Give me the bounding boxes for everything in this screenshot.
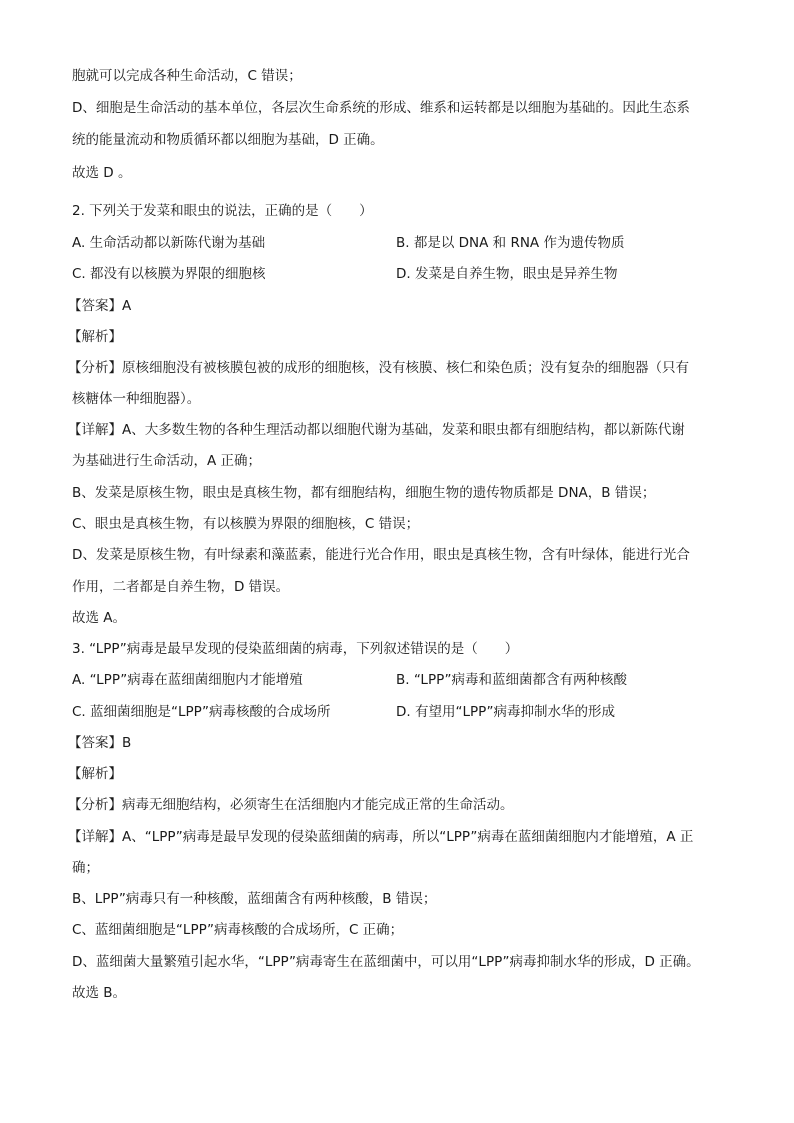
q2-xiangjie-line-1: 【详解】A、大多数生物的各种生理活动都以细胞代谢为基础，发菜和眼虫都有细胞结构，都以新陈代谢	[68, 422, 685, 438]
q2-option-a: A. 生命活动都以新陈代谢为基础	[72, 235, 266, 251]
prev-option-d-line-1: D、细胞是生命活动的基本单位，各层次生命系统的形成、维系和运转都是以细胞为基础的。因此生态系	[72, 100, 690, 116]
prev-option-d-line-2: 统的能量流动和物质循环都以细胞为基础，D 正确。	[72, 132, 384, 148]
q3-option-c: C. 蓝细菌细胞是“LPP”病毒核酸的合成场所	[72, 704, 331, 720]
q2-stem: 2. 下列关于发菜和眼虫的说法，正确的是（ ）	[72, 203, 373, 219]
q3-fenxi: 【分析】病毒无细胞结构，必须寄生在活细胞内才能完成正常的生命活动。	[68, 797, 514, 813]
q2-option-c-explanation: C、眼虫是真核生物，有以核膜为界限的细胞核，C 错误；	[72, 516, 420, 532]
q3-option-c-explanation: C、蓝细菌细胞是“LPP”病毒核酸的合成场所，C 正确；	[72, 922, 404, 938]
q2-option-d-explanation-2: 作用，二者都是自养生物，D 错误。	[72, 579, 290, 595]
q3-conclusion: 故选 B。	[72, 985, 127, 1001]
q2-option-d: D. 发菜是自养生物，眼虫是异养生物	[396, 266, 618, 282]
q3-option-a: A. “LPP”病毒在蓝细菌细胞内才能增殖	[72, 672, 303, 688]
q3-option-b-explanation: B、LPP”病毒只有一种核酸，蓝细菌含有两种核酸，B 错误；	[72, 891, 437, 907]
q3-stem: 3. “LPP”病毒是最早发现的侵染蓝细菌的病毒，下列叙述错误的是（ ）	[72, 641, 519, 657]
prev-conclusion: 故选 D 。	[72, 165, 132, 181]
q2-analysis-heading: 【解析】	[68, 329, 122, 345]
q3-option-d-explanation: D、蓝细菌大量繁殖引起水华，“LPP”病毒寄生在蓝细菌中，可以用“LPP”病毒抑制水华的形成，D 正确。	[72, 954, 700, 970]
q3-answer: 【答案】B	[68, 735, 132, 751]
q3-option-b: B. “LPP”病毒和蓝细菌都含有两种核酸	[396, 672, 627, 688]
q2-option-c: C. 都没有以核膜为界限的细胞核	[72, 266, 266, 282]
q3-xiangjie-line-2: 确；	[72, 860, 99, 876]
q2-option-b-explanation: B、发菜是原核生物，眼虫是真核生物，都有细胞结构，细胞生物的遗传物质都是 DNA，B 错误；	[72, 485, 656, 501]
q3-xiangjie-line-1: 【详解】A、“LPP”病毒是最早发现的侵染蓝细菌的病毒，所以“LPP”病毒在蓝细菌细胞内才能增殖，A 正	[68, 829, 694, 845]
q3-analysis-heading: 【解析】	[68, 766, 122, 782]
q2-option-d-explanation-1: D、发菜是原核生物，有叶绿素和藻蓝素，能进行光合作用，眼虫是真核生物，含有叶绿体，能进行光合	[72, 547, 690, 563]
q2-answer: 【答案】A	[68, 298, 132, 314]
q2-option-b: B. 都是以 DNA 和 RNA 作为遗传物质	[396, 235, 625, 251]
prev-option-c-tail: 胞就可以完成各种生命活动，C 错误；	[72, 68, 302, 84]
q3-option-d: D. 有望用“LPP”病毒抑制水华的形成	[396, 704, 616, 720]
q2-conclusion: 故选 A。	[72, 610, 127, 626]
q2-fenxi-line-2: 核糖体一种细胞器）。	[72, 391, 201, 407]
q2-xiangjie-line-2: 为基础进行生命活动，A 正确；	[72, 453, 262, 469]
q2-fenxi-line-1: 【分析】原核细胞没有被核膜包被的成形的细胞核，没有核膜、核仁和染色质；没有复杂的细胞器（只有	[68, 360, 689, 376]
